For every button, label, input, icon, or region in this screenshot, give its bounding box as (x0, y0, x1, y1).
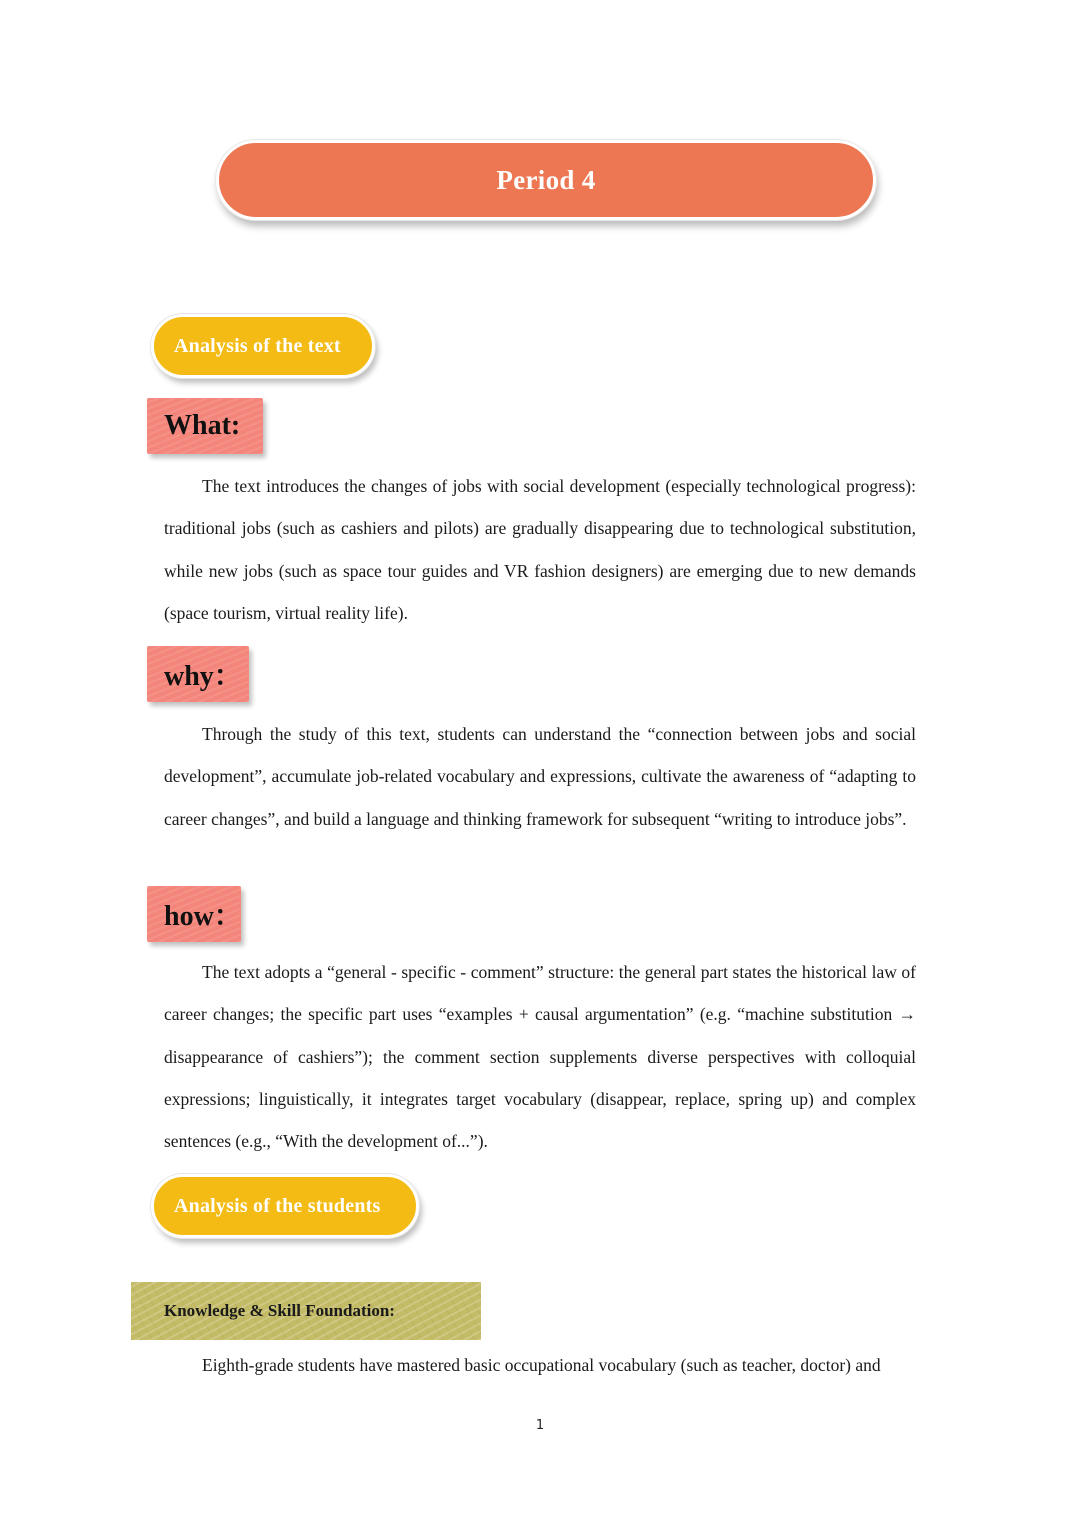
page-title: Period 4 (496, 164, 596, 195)
why-paragraph: Through the study of this text, students can understand the “connection between jobs and social development”, accumulate job-related vocabulary and expressions, cultivate the awareness of “adapting to career changes”, and build a language and thinking framework for subsequent “writing to introduce jobs”. (164, 724, 916, 829)
what-label-text: What: (164, 410, 241, 441)
why-label (147, 646, 249, 702)
how-label-text: how： (164, 901, 242, 932)
section-heading-students-analysis (151, 1174, 419, 1238)
how-label (147, 886, 241, 942)
page-number: 1 (535, 1418, 545, 1433)
page-title-banner (216, 140, 876, 220)
knowledge-skill-paragraph: Eighth-grade students have mastered basic occupational vocabulary (such as teacher, doctor) and (202, 1355, 881, 1375)
knowledge-skill-label-text: Knowledge & Skill Foundation: (164, 1301, 395, 1320)
section-heading-label: Analysis of the students (174, 1194, 381, 1217)
section-heading-label: Analysis of the text (174, 334, 341, 357)
what-label (147, 398, 263, 454)
why-label-text: why： (164, 661, 242, 692)
what-paragraph: The text introduces the changes of jobs with social development (especially technological progress): traditional jobs (such as cashiers and pilots) are gradually disappearing due to technological substitution, while new jobs (such as space tour guides and VR fashion designers) are emerging due to new demands (space tourism, virtual reality life). (164, 476, 916, 623)
how-paragraph: The text adopts a “general - specific - comment” structure: the general part states the historical law of career changes; the specific part uses “examples + causal argumentation” (e.g. “machine substitution → disappearance of cashiers”); the comment section supplements diverse perspectives with colloquial expressions; linguistically, it integrates target vocabulary (disappear, replace, spring up) and complex sentences (e.g., “With the development of...”). (164, 962, 916, 1152)
knowledge-skill-label (131, 1282, 481, 1340)
section-heading-text-analysis (151, 314, 375, 378)
